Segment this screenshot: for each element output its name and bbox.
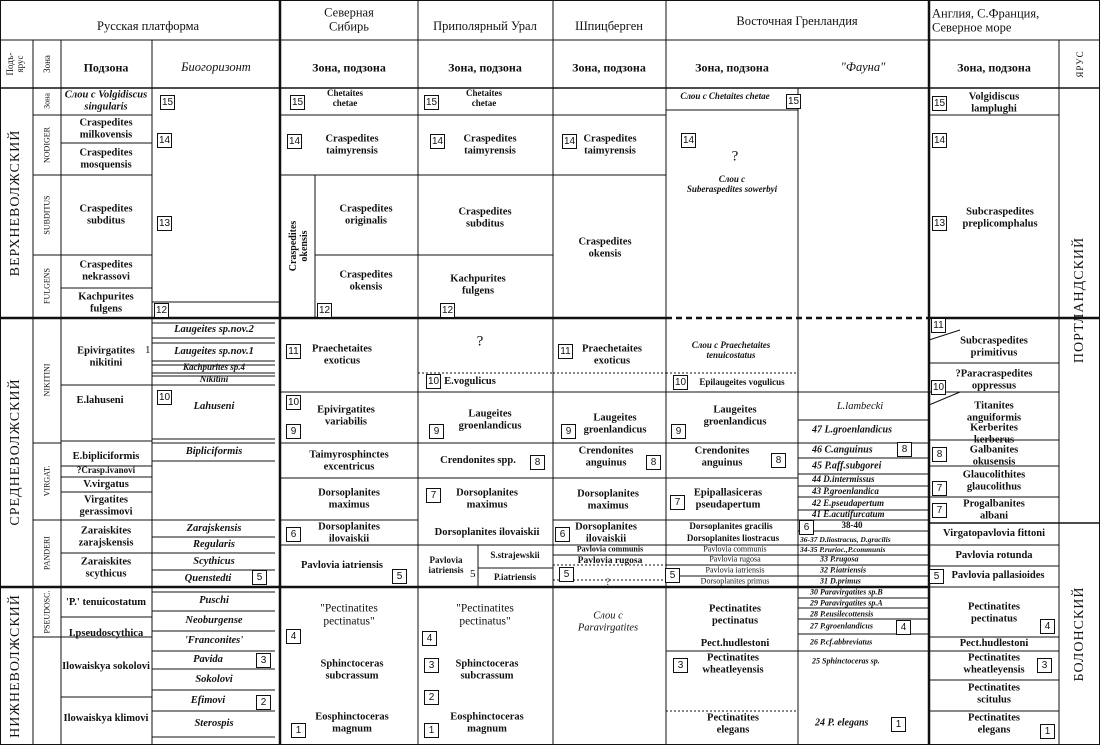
spits-okensis: Craspedites okensis	[578, 236, 632, 259]
sib-iatriensis: Pavlovia iatriensis	[301, 560, 383, 572]
sib-box-4: 4	[286, 629, 301, 644]
zone-nodiger: NODIGER	[42, 127, 52, 163]
eng-rotunda: Pavlovia rotunda	[955, 550, 1033, 562]
ural-subcrassum: Sphinctoceras subcrassum	[455, 658, 519, 681]
grl-communis: Pavlovia communis	[703, 544, 767, 554]
substage-middle-volgian: СРЕДНЕВОЛЖСКИЙ	[8, 378, 23, 526]
ural-ilovaiskii: Dorsoplanites ilovaiskii	[434, 527, 540, 539]
sib-magnum: Eosphinctoceras magnum	[315, 711, 389, 734]
rp-kachpurites: Kachpurites fulgens	[78, 291, 134, 314]
grl-box-8: 8	[771, 453, 786, 468]
zone-panderi: PANDERI	[42, 536, 52, 570]
ural-iatriensis: Pavlovia iatriensis	[428, 555, 464, 575]
eng-oppressus: ?Paracraspedites oppressus	[955, 368, 1033, 391]
bio-bipliciformis: Bipliciformis	[185, 446, 243, 458]
num-box-14: 14	[158, 135, 171, 146]
ural-box-3: 3	[424, 658, 439, 673]
ural-box-9: 9	[429, 424, 444, 439]
ural-fulgens: Kachpurites fulgens	[450, 273, 506, 296]
fauna-32: 32 P.iatriensis	[820, 565, 867, 575]
fauna-25: 25 Sphinctoceras sp.	[812, 656, 880, 666]
fauna-41: 41 E.acutifurcatum	[812, 509, 885, 520]
zone-nikitini: NIKITINI	[42, 363, 52, 397]
spits-box-6: 6	[555, 527, 570, 542]
eng-box-7a: 7	[932, 481, 947, 496]
grl-box-9: 9	[671, 424, 686, 439]
ural-box-7: 7	[426, 488, 441, 503]
grl-question: ?	[731, 148, 739, 165]
header-subpolar-urals: Приполярный Урал	[433, 19, 537, 34]
eng-albani: Progalbanites albani	[963, 498, 1025, 521]
eng-box-14: 14	[933, 135, 946, 146]
eng-box-15: 15	[933, 98, 946, 109]
fauna-29: 29 Paravirgatites sp.A	[810, 598, 883, 608]
grl-box-14: 14	[682, 135, 695, 146]
eng-primitivus: Subcraspedites primitivus	[960, 335, 1028, 358]
grl-groenlandicus: Laugeites groenlandicus	[703, 404, 767, 427]
substage-upper-volgian: ВЕРХНЕВОЛЖСКИЙ	[8, 129, 23, 277]
header-east-greenland: Восточная Гренландия	[736, 14, 858, 29]
ural-subditus: Craspedites subditus	[458, 206, 512, 229]
eng-glaucolithus: Glaucolithites glaucolithus	[962, 469, 1026, 492]
grl-suberaspedites: Слои с Suberaspedites sowerbyi	[686, 174, 778, 194]
eng-pectinatus: Pectinatites pectinatus	[968, 601, 1020, 624]
fauna-28: 28 P.eusilecottensis	[810, 609, 874, 619]
bio-laugeites-nov2: Laugeites sp.nov.2	[174, 324, 254, 336]
header-spitsbergen-zone: Зона, подзона	[572, 60, 646, 75]
eng-volgidiscus: Volgidiscus lamplughi	[968, 91, 1020, 114]
bio-efimovi: Efimovi	[190, 695, 226, 707]
sib-ilovaiskii: Dorsoplanites ilovaiskii	[318, 521, 380, 544]
rp-volgidiscus: Слои с Volgidiscus singularis	[64, 89, 148, 112]
ural-taimyrensis: Craspedites taimyrensis	[463, 133, 517, 156]
zone-fulgens: FULGENS	[42, 267, 52, 305]
eng-box-8: 8	[932, 447, 947, 462]
sib-box-1: 1	[291, 723, 306, 738]
rp-ivanovi: ?Crasp.ivanovi	[76, 465, 136, 476]
sib-exoticus: Praechetaites exoticus	[311, 343, 373, 366]
sib-box-9: 9	[286, 424, 301, 439]
eng-okusensis: Galbanites okusensis	[969, 444, 1019, 467]
grl-box-7: 7	[670, 495, 685, 510]
eng-wheatleyensis: Pectinatites wheatleyensis	[963, 652, 1025, 675]
sib-chetae: Chetaites chetae	[327, 88, 363, 108]
spits-exoticus: Praechetaites exoticus	[581, 343, 643, 366]
zone-subditus: SUBDITUS	[42, 195, 52, 235]
eng-box-4: 4	[1040, 619, 1055, 634]
bio-zarajskensis: Zarajskensis	[186, 523, 242, 535]
bio-laugeites-nov1: Laugeites sp.nov.1	[174, 346, 254, 358]
sib-box-5: 5	[392, 569, 407, 584]
fauna-box-8: 8	[897, 442, 912, 457]
grl-box-10: 10	[674, 377, 687, 388]
sib-pectinatus: "Pectinatites pectinatus"	[320, 602, 378, 627]
fauna-33: 33 P.rugosa	[820, 554, 859, 564]
bio-nikitini: Nikitini	[199, 374, 229, 385]
grl-chetae: Слои с Chetaites chetae	[680, 91, 770, 102]
eng-box-7b: 7	[932, 503, 947, 518]
fauna-46: 46 C.anguinus	[812, 444, 873, 456]
grl-box-3: 3	[673, 658, 688, 673]
grl-box-5: 5	[665, 568, 680, 583]
spits-rugosa: Pavlovia rugosa	[577, 555, 643, 566]
rp-zarajskensis: Zaraiskites zarajskensis	[78, 525, 134, 548]
eng-box-10: 10	[932, 382, 945, 393]
spits-question: ?	[606, 577, 610, 588]
header-podzona: Подзона	[83, 60, 129, 75]
header-greenland-zone: Зона, подзона	[695, 60, 769, 75]
rp-tenuicostatum: 'P.' tenuicostatum	[65, 597, 147, 609]
num-1-marker: 1	[145, 344, 151, 356]
ural-strajewskii: S.strajewskii	[490, 550, 540, 561]
grl-pectinatus: Pectinatites pectinatus	[709, 603, 761, 626]
rp-subditus: Craspedites subditus	[79, 203, 133, 226]
bio-quenstedti: Quenstedti	[184, 573, 232, 585]
ural-vogulicus: E.vogulicus	[444, 376, 496, 388]
grl-hudlestoni: Pect.hudlestoni	[700, 638, 770, 650]
eng-scitulus: Pectinatites scitulus	[968, 682, 1020, 705]
ural-box-15: 15	[425, 97, 438, 108]
grl-box-4: 4	[896, 620, 911, 635]
sib-box-6: 6	[286, 527, 301, 542]
fauna-42: 42 E.pseudapertum	[812, 498, 885, 509]
grl-box-15: 15	[787, 96, 800, 107]
grl-iatriensis: Pavlovia iatriensis	[705, 565, 765, 575]
spits-paravirgatites: Слои с Paravirgatites	[577, 610, 639, 633]
fauna-36-37: 36-37 D.liostracus, D.gracilis	[800, 534, 891, 544]
zone-zona: Зона	[42, 93, 52, 109]
ural-groenlandicus: Laugeites groenlandicus	[458, 408, 522, 431]
spits-groenlandicus: Laugeites groenlandicus	[583, 412, 647, 435]
rp-lahuseni: E.lahuseni	[76, 395, 124, 407]
ural-box-12: 12	[441, 305, 454, 316]
eng-box-5: 5	[929, 569, 944, 584]
spits-communis: Pavlovia communis	[576, 544, 644, 554]
ural-magnum: Eosphinctoceras magnum	[450, 711, 524, 734]
eng-kerberus: Kerberites kerberus	[970, 422, 1018, 445]
sib-box-15: 15	[291, 97, 304, 108]
rp-scythicus: Zaraiskites scythicus	[80, 556, 132, 579]
bio-scythicus: Scythicus	[193, 556, 235, 568]
stage-portland: ПОРТЛАНДСКИЙ	[1072, 236, 1087, 364]
grl-praechetaites: Слои с Praechetaites tenuicostatus	[691, 340, 771, 360]
fauna-lambecki: L.lambecki	[836, 401, 884, 413]
header-biohorizon: Биогоризонт	[181, 60, 251, 75]
fauna-34-35: 34-35 P.rurioc.,P.communis	[800, 544, 886, 554]
num-box-13: 13	[158, 218, 171, 229]
header-zona: Зона	[42, 55, 52, 73]
ural-p-iatriensis: P.iatriensis	[494, 572, 536, 583]
num-box-10: 10	[158, 392, 171, 403]
ural-question: ?	[476, 333, 484, 350]
grl-box-1: 1	[891, 717, 906, 732]
bio-kachpurites-sp4: Kachpurites sp.4	[182, 362, 246, 373]
zone-virgat: VIRGAT.	[42, 465, 52, 497]
header-england: Англия, С.Франция, Северное море	[932, 6, 1040, 34]
header-siberia-zone: Зона, подзона	[312, 60, 386, 75]
fauna-26: 26 P.cf.abbreviatus	[810, 637, 873, 647]
ural-chetae: Chetaites chetae	[466, 88, 502, 108]
ural-box-10: 10	[427, 376, 440, 387]
rp-epivirgatites: Epivirgatites nikitini	[77, 345, 135, 368]
fauna-47: 47 L.groenlandicus	[812, 424, 893, 436]
grl-primus: Dorsoplanites primus	[700, 576, 770, 586]
grl-gracilis: Dorsoplanites gracilis	[689, 521, 773, 532]
ural-box-14: 14	[431, 136, 444, 147]
eng-pallasioides: Pavlovia pallasioides	[951, 570, 1045, 582]
header-urals-zone: Зона, подзона	[448, 60, 522, 75]
grl-rugosa: Pavlovia rugosa	[709, 554, 761, 564]
ural-box-1: 1	[424, 723, 439, 738]
eng-preplicomphalus: Subcraspedites preplicomphalus	[962, 206, 1038, 229]
header-spitsbergen: Шпицберген	[575, 19, 643, 34]
rp-pseudoscythica: I.pseudoscythica	[68, 628, 144, 640]
rp-sokolovi: Ilowaiskya sokolovi	[62, 661, 150, 673]
sib-box-11: 11	[286, 344, 301, 359]
fauna-38-40: 38-40	[841, 520, 863, 531]
bio-franconites: 'Franconites'	[184, 635, 244, 647]
eng-elegans: Pectinatites elegans	[968, 712, 1020, 735]
spits-taimyrensis: Craspedites taimyrensis	[583, 133, 637, 156]
rp-mosquensis: Craspedites mosquensis	[79, 147, 133, 170]
fauna-45: 45 P.aff.subgorei	[812, 460, 882, 472]
ural-pectinatus: "Pectinatites pectinatus"	[456, 602, 514, 627]
ural-box-8: 8	[530, 455, 545, 470]
rp-klimovi: Ilowaiskya klimovi	[63, 713, 149, 725]
sib-maximus: Dorsoplanites maximus	[318, 487, 380, 510]
grl-elegans: Pectinatites elegans	[707, 712, 759, 735]
grl-anguinus: Crendonites anguinus	[694, 445, 750, 468]
eng-box-3: 3	[1037, 658, 1052, 673]
spits-box-11: 11	[558, 344, 573, 359]
spits-box-14: 14	[563, 136, 576, 147]
eng-box-11: 11	[931, 318, 946, 333]
sib-box-12: 12	[318, 305, 331, 316]
bio-sterospis: Sterospis	[194, 718, 234, 730]
sib-subcrassum: Sphinctoceras subcrassum	[320, 658, 384, 681]
num-box-2: 2	[256, 695, 271, 710]
num-box-12: 12	[155, 305, 168, 316]
bio-neoburgense: Neoburgense	[185, 615, 243, 627]
eng-box-1: 1	[1040, 724, 1055, 739]
rp-bipliciformis: E.bipliciformis	[72, 451, 140, 463]
spits-ilovaiskii: Dorsoplanites ilovaiskii	[575, 521, 637, 544]
spits-box-8: 8	[646, 455, 661, 470]
grl-wheatleyensis: Pectinatites wheatleyensis	[702, 652, 764, 675]
sib-taimyrensis: Craspedites taimyrensis	[325, 133, 379, 156]
header-podyarus: Подъ- ярус	[5, 52, 25, 76]
sib-excentricus: Taimyrosphinctes excentricus	[309, 449, 389, 472]
fauna-43: 43 P.groenlandica	[812, 486, 879, 497]
zone-pseudosc: PSEUDOSC.	[42, 590, 52, 634]
eng-box-13: 13	[933, 218, 946, 229]
num-box-5: 5	[252, 570, 267, 585]
stage-bolon: БОЛОНСКИЙ	[1072, 586, 1087, 682]
bio-puschi: Puschi	[199, 595, 229, 607]
fauna-24: 24 P. elegans	[815, 717, 869, 729]
rp-gerassimovi: Virgatites gerassimovi	[79, 494, 133, 517]
spits-anguinus: Crendonites anguinus	[578, 445, 634, 468]
eng-fittoni: Virgatopavlovia fittoni	[943, 528, 1045, 540]
sib-okensis: Craspedites okensis	[339, 269, 393, 292]
sib-okensis-vertical: Craspedites okensis	[288, 220, 310, 272]
bio-regularis: Regularis	[192, 539, 236, 551]
header-russian-platform: Русская платформа	[96, 19, 200, 34]
rp-nekrassovi: Craspedites nekrassovi	[79, 259, 133, 282]
ural-box-2: 2	[424, 690, 439, 705]
bio-pavida: Pavida	[193, 654, 223, 666]
spits-maximus: Dorsoplanites maximus	[577, 488, 639, 511]
bio-lahuseni: Lahuseni	[193, 401, 235, 413]
sib-variabilis: Epivirgatites variabilis	[317, 404, 375, 427]
substage-lower-volgian: НИЖНЕВОЛЖСКИЙ	[8, 594, 23, 738]
grl-box-6: 6	[799, 520, 814, 535]
ural-num-5: 5	[470, 568, 476, 580]
rp-virgatus: V.virgatus	[83, 479, 129, 491]
grl-epilaugeites: Epilaugeites vogulicus	[699, 377, 785, 388]
spits-box-5: 5	[559, 567, 574, 582]
fauna-30: 30 Paravirgatites sp.B	[810, 587, 883, 597]
spits-box-9: 9	[561, 424, 576, 439]
fauna-44: 44 D.intermissus	[812, 474, 875, 485]
ural-crendonites: Crendonites spp.	[440, 455, 516, 467]
sib-box-14: 14	[288, 136, 301, 147]
header-north-siberia: Северная Сибирь	[324, 5, 374, 33]
header-yarus: ЯРУС	[1075, 50, 1085, 78]
sib-originalis: Craspedites originalis	[339, 203, 393, 226]
bio-sokolovi: Sokolovi	[195, 674, 233, 686]
num-box-15: 15	[161, 97, 174, 108]
header-england-zone: Зона, подзона	[957, 60, 1031, 75]
ural-maximus: Dorsoplanites maximus	[456, 487, 518, 510]
eng-hudlestoni: Pect.hudlestoni	[959, 638, 1029, 650]
fauna-31: 31 D.primus	[820, 576, 861, 586]
eng-anguiformis: Titanites anguiformis	[966, 400, 1022, 423]
grl-liostracus: Dorsoplanites liostracus	[686, 533, 780, 544]
rp-milkovensis: Craspedites milkovensis	[79, 117, 133, 140]
ural-box-4: 4	[422, 631, 437, 646]
num-box-3: 3	[256, 653, 271, 668]
header-fauna: "Фауна"	[840, 60, 886, 75]
grl-pseudapertum: Epipallasiceras pseudapertum	[693, 487, 763, 510]
sib-box-10: 10	[287, 397, 300, 408]
fauna-27: 27 P.groenlandicus	[810, 621, 873, 631]
